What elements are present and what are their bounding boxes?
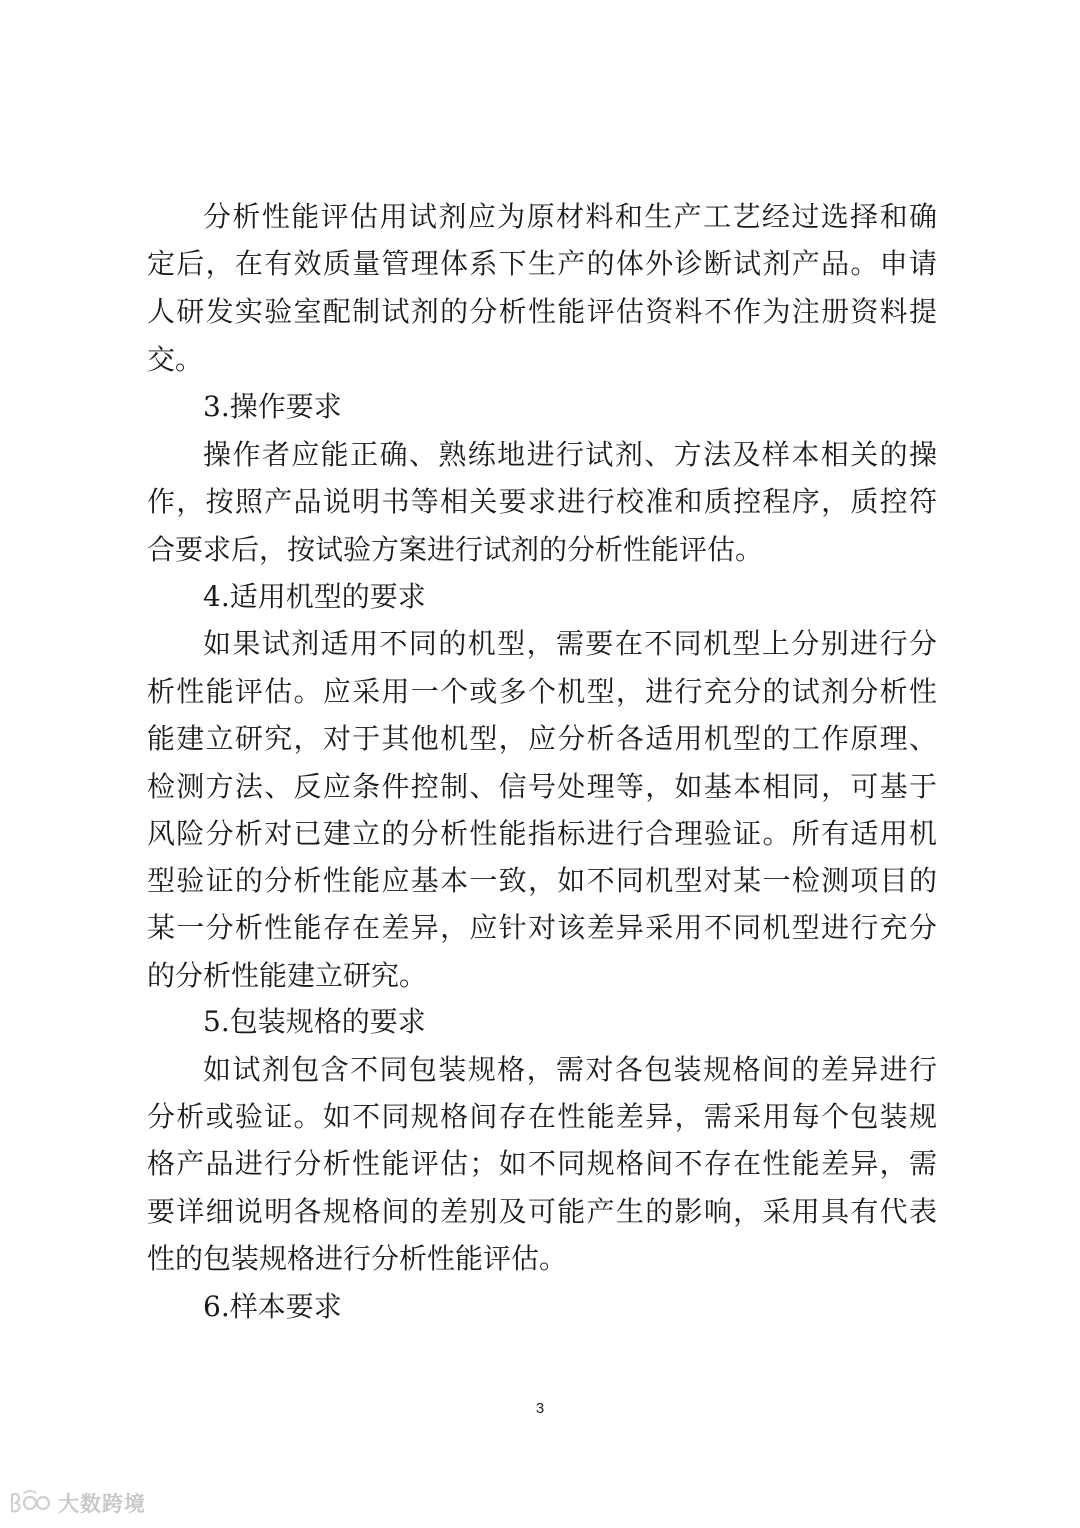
section-heading: 6.样本要求: [203, 1290, 342, 1323]
paragraph-line: 检测方法、反应条件控制、信号处理等，如基本相同，可基于: [147, 770, 937, 803]
paragraph-line: 能建立研究，对于其他机型，应分析各适用机型的工作原理、: [147, 722, 937, 755]
page-number: 3: [535, 1400, 545, 1417]
paragraph-line: 如果试剂适用不同的机型，需要在不同机型上分别进行分: [203, 627, 937, 660]
paragraph-line: 如试剂包含不同包装规格，需对各包装规格间的差异进行: [203, 1053, 937, 1086]
paragraph-line: 风险分析对已建立的分析性能指标进行合理验证。所有适用机: [147, 817, 937, 850]
paragraph-line: 分析性能评估用试剂应为原材料和生产工艺经过选择和确: [203, 200, 937, 233]
paragraph-line: 操作者应能正确、熟练地进行试剂、方法及样本相关的操: [203, 438, 937, 471]
section-heading: 4.适用机型的要求: [203, 580, 426, 613]
paragraph-line: 分析或验证。如不同规格间存在性能差异，需采用每个包装规: [147, 1100, 937, 1133]
paragraph-line: 定后，在有效质量管理体系下生产的体外诊断试剂产品。申请: [147, 247, 937, 280]
watermark-text: 大数跨境: [58, 1492, 146, 1516]
paragraph-line: 人研发实验室配制试剂的分析性能评估资料不作为注册资料提: [147, 295, 937, 328]
paragraph-line: 格产品进行分析性能评估；如不同规格间不存在性能差异，需: [147, 1147, 937, 1180]
paragraph-line: 合要求后，按试验方案进行试剂的分析性能评估。: [147, 533, 764, 566]
paragraph-line: 交。: [147, 343, 204, 376]
paragraph-line: 的分析性能建立研究。: [147, 959, 428, 992]
paragraph-line: 性的包装规格进行分析性能评估。: [147, 1242, 568, 1275]
paragraph-line: 某一分析性能存在差异，应针对该差异采用不同机型进行充分: [147, 911, 937, 944]
section-heading: 3.操作要求: [203, 390, 342, 423]
section-heading: 5.包装规格的要求: [203, 1005, 426, 1038]
brand-logo-icon: [8, 1489, 52, 1517]
paragraph-line: 型验证的分析性能应基本一致，如不同机型对某一检测项目的: [147, 864, 937, 897]
watermark: [8, 1487, 146, 1519]
paragraph-line: 要详细说明各规格间的差别及可能产生的影响，采用具有代表: [147, 1195, 937, 1228]
paragraph-line: 析性能评估。应采用一个或多个机型，进行充分的试剂分析性: [147, 675, 937, 708]
paragraph-line: 作，按照产品说明书等相关要求进行校准和质控程序，质控符: [147, 485, 937, 518]
